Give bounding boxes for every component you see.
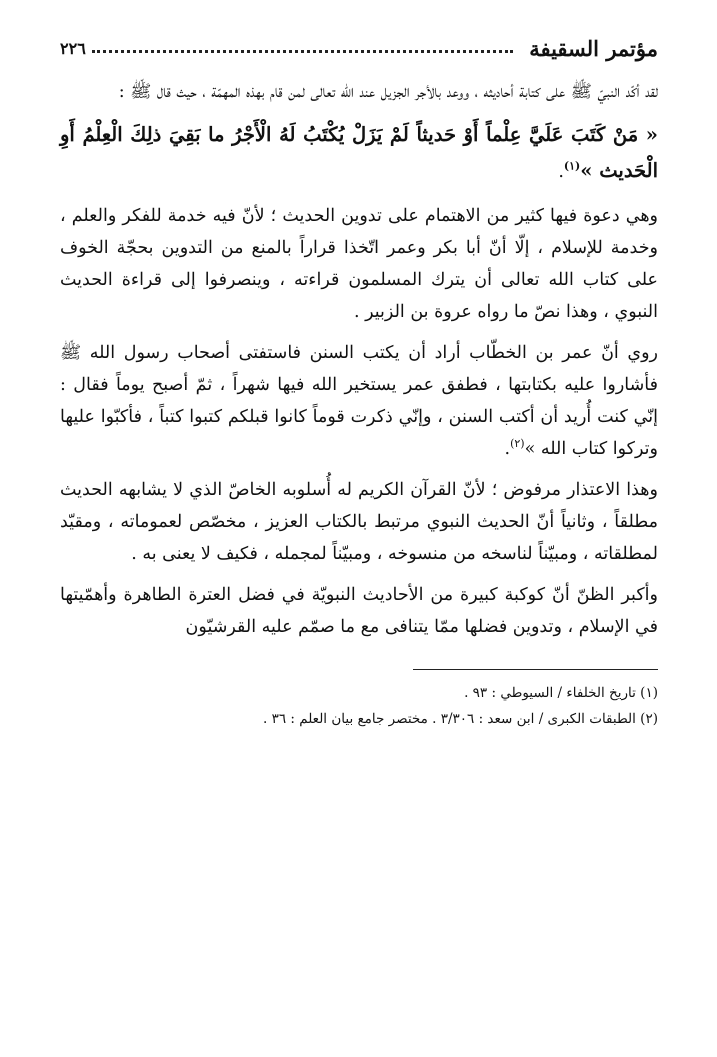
hadith-quote: « مَنْ كَتَبَ عَلَيَّ عِلْماً أَوْ حَديثاً لَمْ يَزَلْ يُكْتَبُ لَهُ الْأَجْرُ ما بَقِيَ ذلِكَ الْعِلْمُ أَوِ الْحَديث »$^{(١)}$. [60,123,658,182]
header-dotted-leader [92,50,513,53]
paragraph-5: وأكبر الظنّ أنّ كوكبة كبيرة من الأحاديث النبويّة في فضل العترة الطاهرة وأهمّيتها في الإسلام ، وتدوين فضلها ممّا يتنافى مع ما صمّم عليه القرشيّون [60,585,658,637]
paragraph-4: وهذا الاعتذار مرفوض ؛ لأنّ القرآن الكريم له أُسلوبه الخاصّ الذي لا يشابهه الحديث مطلقاً ، وثانياً أنّ الحديث النبوي مرتبط بالكتاب العزيز ، مخصّص لعموماته ، ومقيّد لمطلقاته ، ومبيّناً لناسخه من منسوخه ، ومبيّناً لمجمله ، فكيف لا يعنى به . [60,480,658,564]
footnotes [60,680,658,732]
footnote-2: (٢) الطبقات الكبرى / ابن سعد : ٣/٣٠٦ . مختصر جامع بيان العلم : ٣٦ . [262,711,658,727]
paragraph-3: روي أنّ عمر بن الخطّاب أراد أن يكتب السنن فاستفتى أصحاب رسول الله ﷺ فأشاروا عليه بكتابتها ، فطفق عمر يستخير الله فيها شهراً ، ثمّ أصبح يوماً فقال : إنّي كنت أُريد أن أكتب السنن ، وإنّي ذكرت قوماً كانوا قبلكم كتبوا كتباً ، فأكبّوا عليها وتركوا كتاب الله »$^{(٢)}$. [60,343,658,459]
footnote-ref-1: (١) [563,159,581,173]
footnote-separator [413,669,658,670]
page-header [60,28,658,68]
page-number: ٢٢٦ [60,38,86,58]
running-title: مؤتمر السقيفة [529,35,658,61]
paragraph-2: وهي دعوة فيها كثير من الاهتمام على تدوين الحديث ؛ لأنّ فيه خدمة للفكر والعلم ، وخدمة للإسلام ، إلّا أنّ أبا بكر وعمر اتّخذا قراراً بالمنع من التدوين بحجّة الخوف على كتاب الله تعالى أن يترك المسلمون قراءته ، وينصرفوا إلى قراءة الحديث النبوي ، وهذا نصّ ما رواه عروة بن الزبير . [60,206,658,322]
book-page [60,28,658,1028]
page-body [60,76,658,643]
paragraph-1: لقد أكّد النبيّ ﷺ على كتابة أحاديثه ، ووعد بالأجر الجزيل عند الله تعالى لمن قام بهذه المهمّة ، حيث قال ﷺ : [118,82,658,102]
paragraph-3-text: روي أنّ عمر بن الخطّاب أراد أن يكتب السنن فاستفتى أصحاب رسول الله ﷺ فأشاروا عليه بكتابتها ، فطفق عمر يستخير الله فيها شهراً ، ثمّ أصبح يوماً فقال : إنّي كنت أُريد أن أكتب السنن ، وإنّي ذكرت قوماً كانوا قبلكم كتبوا كتباً ، فأكبّوا عليها وتركوا كتاب الله » [60,343,658,459]
footnote-ref-2: (٢) [510,437,525,451]
hadith-quote-text: « مَنْ كَتَبَ عَلَيَّ عِلْماً أَوْ حَديثاً لَمْ يَزَلْ يُكْتَبُ لَهُ الْأَجْرُ ما بَقِيَ ذلِكَ الْعِلْمُ أَوِ الْحَديث » [60,123,658,182]
footnote-1: (١) تاريخ الخلفاء / السيوطي : ٩٣ . [464,685,658,701]
